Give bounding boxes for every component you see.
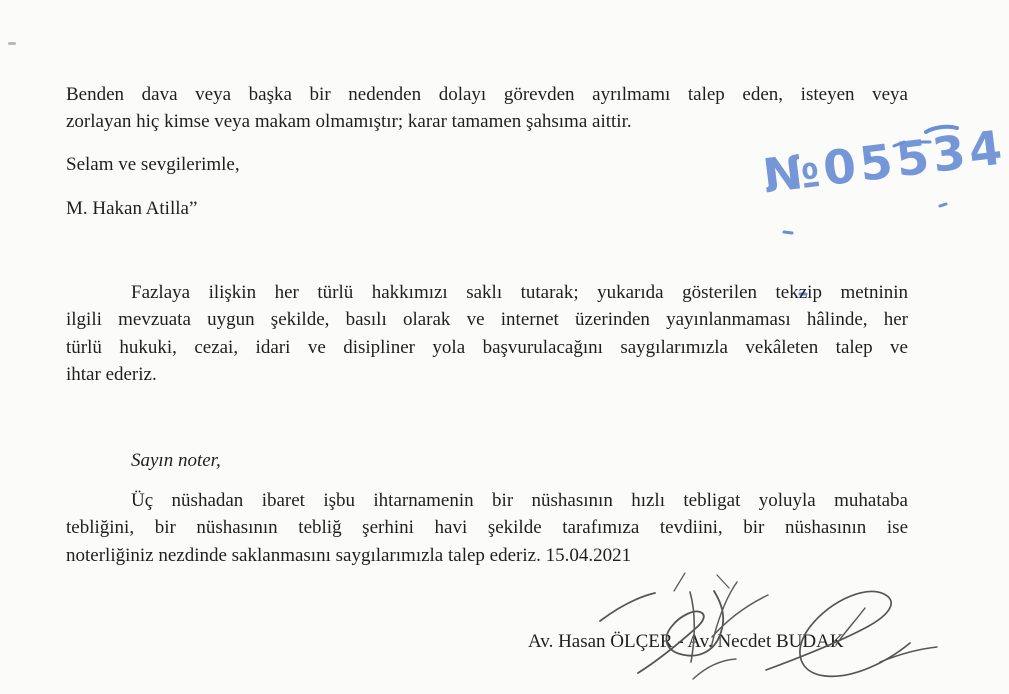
paragraph-1-line-2: zorlayan hiç kimse veya makam olmamıştır; karar tamamen şahsıma aittir. <box>66 111 632 132</box>
stamp-number: №05534 <box>760 120 1009 205</box>
notary-salutation: Sayın noter, <box>131 450 221 471</box>
paragraph-3-line-2: tebliğini, bir nüshasının tebliğ şerhini havi şekilde tarafımıza tevdiini, bir nüshasının ise <box>66 517 908 538</box>
paragraph-3-line-3: noterliğiniz nezdinde saklanmasını saygılarımızla talep ederiz. 15.04.2021 <box>66 545 632 566</box>
paragraph-1-line-1: Benden dava veya başka bir nedenden dolayı görevden ayrılmamı talep eden, isteyen veya <box>66 84 908 105</box>
paragraph-2-line-3: türlü hukuki, cezai, idari ve disipliner yola başvurulacağını saygılarımızla vekâleten talep ve <box>66 337 908 358</box>
greeting-text: Selam ve sevgilerimle, <box>66 154 240 175</box>
signers-line: Av. Hasan ÖLÇER - Av. Necdet BUDAK <box>528 631 844 652</box>
margin-mark <box>8 42 16 45</box>
paragraph-3-line-1: Üç nüshadan ibaret işbu ihtarnamenin bir nüshasının hızlı tebligat yoluyla muhataba <box>131 490 908 511</box>
quoted-sender-name: M. Hakan Atilla” <box>66 198 198 219</box>
paragraph-2-line-1: Fazlaya ilişkin her türlü hakkımızı saklı tutarak; yukarıda gösterilen tekzip metninin <box>131 282 908 303</box>
paragraph-2-line-2: ilgili mevzuata uygun şekilde, basılı olarak ve internet üzerinden yayınlanmaması hâlinde, her <box>66 309 908 330</box>
paragraph-2-line-4: ihtar ederiz. <box>66 364 157 385</box>
